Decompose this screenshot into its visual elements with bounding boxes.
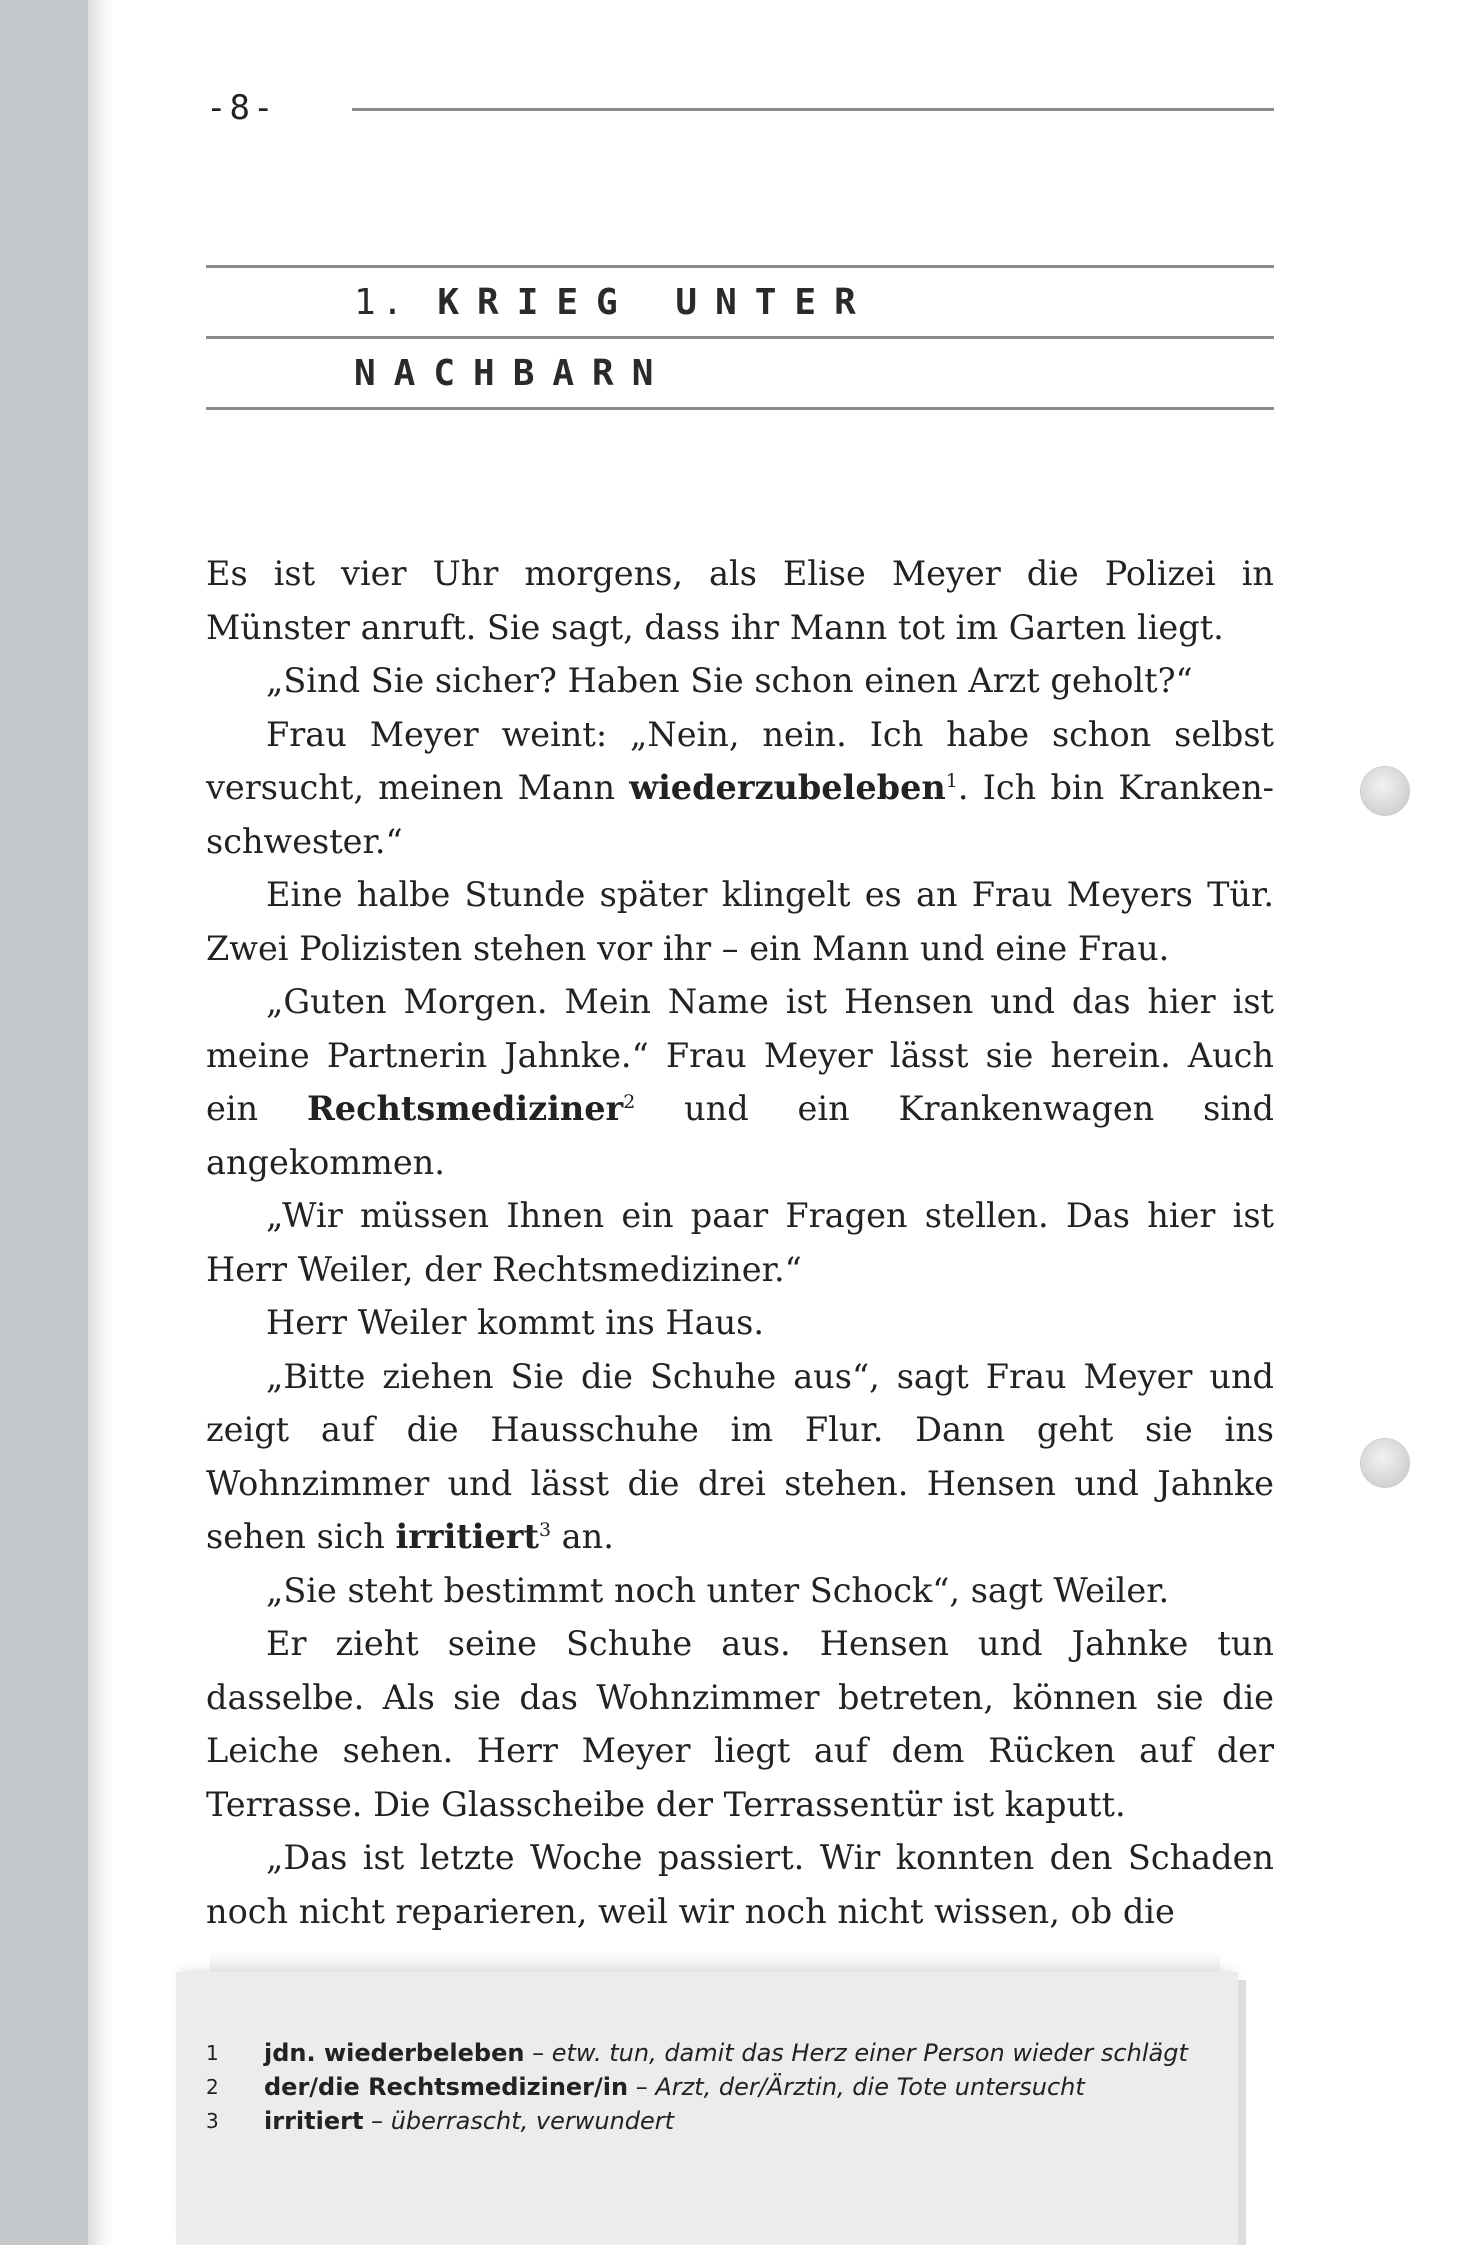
footnote-ref: 1 (945, 769, 958, 792)
footnote-item (206, 2070, 1246, 2104)
footnote-dash: – (628, 2073, 656, 2101)
footnote-definition: etw. tun, damit das Herz einer Person wieder schlägt (551, 2039, 1188, 2067)
paragraph-text: „Bitte ziehen Sie die Schuhe aus“, sagt Frau Meyer und zeigt auf die Hausschuhe im Flur. Dann geht sie ins Wohnzimmer und lässt die drei stehen. Hensen und Jahnke sehen sich (206, 1356, 1274, 1556)
paragraph (206, 547, 1274, 654)
paragraph (206, 1564, 1274, 1618)
paragraph (206, 1296, 1274, 1350)
paragraph (206, 654, 1274, 708)
paragraph (206, 975, 1274, 1189)
page-gutter (88, 0, 114, 2245)
vocab-term: irritiert (395, 1517, 539, 1556)
binder-hole (1360, 1438, 1410, 1488)
book-spine (0, 0, 88, 2245)
paragraph-text: und ein Krankenwagen sind angekommen. (206, 1089, 1275, 1182)
paragraph-text: an. (551, 1517, 614, 1556)
chapter-rule-bottom (206, 407, 1274, 410)
page-number: -8- (206, 88, 277, 128)
binder-hole (1360, 766, 1410, 816)
footnote-definition: Arzt, der/Ärztin, die Tote untersucht (655, 2073, 1085, 2101)
footnote-definition: überrascht, verwundert (390, 2107, 675, 2135)
footnote-item (206, 2036, 1246, 2070)
paragraph-text: Eine halbe Stunde später klingelt es an Frau Meyers Tür. Zwei Polizisten stehen vor ihr – ein Mann und eine Frau. (206, 875, 1274, 968)
vocab-term: Rechtsmediziner (306, 1089, 624, 1128)
paragraph (206, 1831, 1274, 1938)
paragraph-text: Herr Weiler kommt ins Haus. (266, 1303, 765, 1342)
footnote-ref: 2 (623, 1090, 636, 1113)
paragraph-text: Es ist vier Uhr morgens, als Elise Meyer die Polizei in Münster anruft. Sie sagt, dass ihr Mann tot im Garten liegt. (206, 554, 1274, 647)
paragraph-text: „Das ist letzte Woche passiert. Wir konnten den Schaden noch nicht reparieren, weil wir noch nicht wissen, ob die (206, 1838, 1274, 1931)
footnote-number: 1 (206, 2041, 219, 2065)
footnote-dash: – (363, 2107, 391, 2135)
footnote-list (206, 2036, 1246, 2138)
chapter-heading (206, 265, 1274, 410)
paragraph-text: Frau Meyer weint: „Nein, nein. Ich habe schon selbst versucht, meinen Mann (206, 714, 1274, 807)
chapter-number: 1. (354, 281, 410, 323)
paragraph-text: „Sie steht bestimmt noch unter Schock“, sagt Weiler. (266, 1570, 1170, 1610)
paragraph (206, 1617, 1274, 1831)
paragraph-text: „Wir müssen Ihnen ein paar Fragen stellen. Das hier ist Herr Weiler, der Rechtsmediziner.“ (206, 1196, 1274, 1289)
chapter-title-line-2 (206, 339, 1274, 407)
paragraph-text: „Guten Morgen. Mein Name ist Hensen und das hier ist meine Partnerin Jahnke.“ Frau Meyer lässt sie herein. Auch ein (206, 982, 1274, 1128)
paragraph-text: . Ich bin Krankenschwester.“ (206, 768, 1274, 861)
header-rule (352, 108, 1274, 111)
footnote-term: jdn. wiederbeleben (264, 2039, 525, 2067)
paragraph-text: Er zieht seine Schuhe aus. Hensen und Jahnke tun dasselbe. Als sie das Wohnzimmer betreten, können sie die Leiche sehen. Herr Meyer liegt auf dem Rücken auf der Terrasse. Die Glasscheibe der Terrassentür ist kaputt. (206, 1624, 1274, 1824)
chapter-title-part-1: KRIEG UNTER (437, 281, 874, 323)
footnote-term: der/die Rechtsmediziner/in (264, 2073, 629, 2101)
paragraph (206, 1350, 1274, 1564)
footnote-number: 2 (206, 2075, 219, 2099)
paragraph-text: „Sind Sie sicher? Haben Sie schon einen Arzt geholt?“ (266, 661, 1193, 700)
footnote-term: irritiert (264, 2107, 364, 2135)
paragraph (206, 708, 1274, 869)
chapter-title-part-2: NACHBARN (354, 352, 672, 394)
paragraph (206, 868, 1274, 975)
footnote-number: 3 (206, 2109, 219, 2133)
footnote-item (206, 2104, 1246, 2138)
vocab-term: wiederzubeleben (629, 768, 946, 807)
footnote-dash: – (524, 2039, 552, 2067)
chapter-title-line-1 (206, 268, 1274, 336)
paragraph (206, 1189, 1274, 1296)
footnote-ref: 3 (538, 1518, 552, 1541)
body-text (206, 547, 1274, 1938)
